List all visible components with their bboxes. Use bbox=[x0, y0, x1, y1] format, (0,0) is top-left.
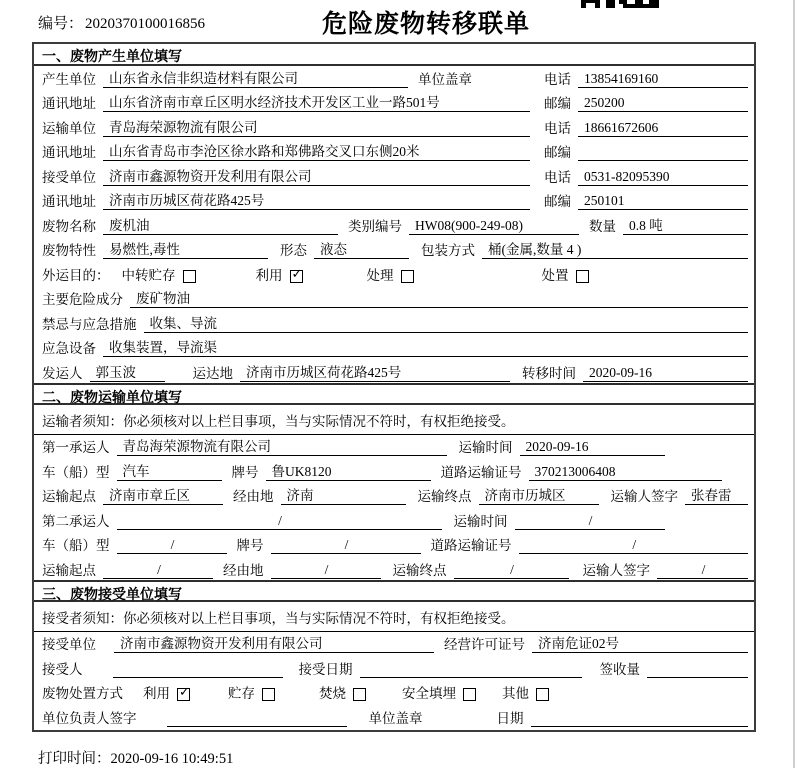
via-label: 经由地 bbox=[233, 489, 274, 504]
disposal-option bbox=[228, 682, 275, 702]
row-receiver bbox=[34, 164, 754, 189]
transporter-label: 运输单位 bbox=[42, 120, 96, 136]
taboo-value: 收集、导流 bbox=[144, 312, 749, 333]
purpose-option bbox=[256, 264, 303, 284]
row-receiver-address bbox=[34, 189, 754, 214]
row-transporter-notice bbox=[34, 405, 754, 435]
form-value: 液态 bbox=[314, 238, 409, 259]
unit-seal-label: 单位盖章 bbox=[418, 71, 472, 87]
checkbox-other bbox=[536, 688, 549, 701]
zip-value bbox=[578, 144, 748, 161]
row-equipment bbox=[34, 336, 754, 361]
quantity-label: 数量 bbox=[589, 218, 616, 234]
print-time-label: 打印时间： bbox=[38, 751, 111, 767]
carrier1-value: 青岛海荣源物流有限公司 bbox=[117, 435, 447, 456]
address-value: 山东省青岛市李沧区徐水路和郑佛路交叉口东侧20米 bbox=[103, 140, 530, 161]
phone-label: 电话 bbox=[544, 169, 571, 185]
serial-number-line bbox=[38, 12, 205, 33]
checkbox-transfer-storage bbox=[183, 270, 196, 283]
row-route2 bbox=[34, 557, 754, 582]
address-value: 山东省济南市章丘区明水经济技术开发区工业一路501号 bbox=[103, 91, 530, 112]
checkbox-treat bbox=[401, 270, 414, 283]
terminus-label: 运输终点 bbox=[417, 489, 472, 504]
purpose-option-label: 处置 bbox=[541, 267, 569, 283]
zip-label: 邮编 bbox=[544, 96, 571, 111]
origin-label: 运输起点 bbox=[42, 562, 96, 578]
checkbox-utilize bbox=[290, 266, 303, 283]
origin-value: / bbox=[103, 562, 213, 579]
print-time-line bbox=[38, 747, 233, 768]
producer-label: 产生单位 bbox=[42, 71, 96, 87]
print-time-value: 2020-09-16 10:49:51 bbox=[110, 751, 234, 767]
packing-label: 包装方式 bbox=[421, 243, 475, 258]
disposal-option bbox=[502, 682, 549, 702]
producer-value: 山东省永信非织造材料有限公司 bbox=[103, 67, 408, 88]
purpose-option bbox=[367, 264, 414, 284]
disposal-option-label: 焚烧 bbox=[319, 686, 346, 701]
row-producer bbox=[34, 66, 754, 91]
disposal-option-label: 其他 bbox=[502, 686, 529, 701]
phone-value: 0531-82095390 bbox=[578, 169, 748, 186]
equipment-label: 应急设备 bbox=[42, 341, 96, 356]
serial-number: 2020370100016856 bbox=[85, 16, 206, 32]
purpose-label: 外运目的： bbox=[42, 267, 110, 283]
row-disposal bbox=[34, 681, 754, 706]
hazard-label: 主要危险成分 bbox=[42, 292, 123, 307]
origin-value: 济南市章丘区 bbox=[103, 484, 223, 505]
row-head-signature bbox=[34, 705, 754, 730]
date-value bbox=[531, 710, 749, 727]
row-taboo bbox=[34, 311, 754, 336]
accept-date-label: 接受日期 bbox=[298, 661, 353, 677]
purpose-option-label: 处理 bbox=[366, 267, 394, 283]
carrier-sign-label: 运输人签字 bbox=[582, 562, 650, 578]
purpose-option-label: 中转贮存 bbox=[121, 267, 176, 283]
terminus-value: 济南市历城区 bbox=[479, 484, 599, 505]
plate-label: 牌号 bbox=[236, 538, 264, 553]
vehicle-type-value: 汽车 bbox=[117, 460, 222, 481]
traits-value: 易燃性,毒性 bbox=[103, 238, 268, 259]
vehicle-type-value: / bbox=[117, 537, 227, 554]
transport-time-label: 运输时间 bbox=[453, 513, 508, 529]
road-license-label: 道路运输证号 bbox=[440, 464, 522, 480]
row-transporter-address bbox=[34, 140, 754, 165]
row-route1 bbox=[34, 484, 754, 509]
purpose-option bbox=[122, 264, 196, 284]
serial-label: 编号： bbox=[38, 16, 84, 32]
shipper-value: 郭玉波 bbox=[90, 361, 165, 382]
row-vehicle2 bbox=[34, 533, 754, 558]
page-title: 危险废物转移联单 bbox=[322, 11, 531, 38]
zip-value: 250200 bbox=[578, 95, 748, 112]
address-value: 济南市历城区荷花路425号 bbox=[103, 189, 530, 210]
form-label: 形态 bbox=[280, 243, 307, 258]
via-value: 济南 bbox=[281, 484, 406, 505]
quantity-value: 0.8 吨 bbox=[623, 214, 748, 235]
row-waste-traits bbox=[34, 238, 754, 263]
section1-header: 一、废物产生单位填写 bbox=[34, 44, 754, 66]
plate-value: 鲁UK8120 bbox=[266, 460, 431, 481]
carrier2-value: / bbox=[117, 513, 442, 530]
acceptor-value bbox=[113, 661, 283, 678]
disposal-option-label: 贮存 bbox=[228, 686, 255, 701]
section2-header: 二、废物运输单位填写 bbox=[34, 383, 754, 405]
address-label: 通讯地址 bbox=[42, 96, 96, 111]
receiver-value: 济南市鑫源物资开发利用有限公司 bbox=[103, 165, 530, 186]
checkbox-storage bbox=[262, 688, 275, 701]
plate-value: / bbox=[271, 537, 421, 554]
transport-time-value: / bbox=[515, 513, 665, 530]
received-qty-label: 签收量 bbox=[599, 661, 640, 677]
carrier2-label: 第二承运人 bbox=[42, 513, 110, 529]
carrier1-label: 第一承运人 bbox=[42, 440, 110, 455]
unit-seal-label: 单位盖章 bbox=[368, 710, 423, 726]
plate-label: 牌号 bbox=[231, 464, 259, 480]
road-license-value: / bbox=[519, 537, 749, 554]
road-license-label: 道路运输证号 bbox=[430, 538, 512, 553]
disposal-option-label: 安全填埋 bbox=[402, 686, 456, 701]
vehicle-type-label: 车（船）型 bbox=[42, 538, 110, 553]
transporter-value: 青岛海荣源物流有限公司 bbox=[103, 116, 530, 137]
row-hazard bbox=[34, 287, 754, 312]
terminus-label: 运输终点 bbox=[392, 562, 447, 578]
checkbox-dispose bbox=[576, 270, 589, 283]
purpose-option-label: 利用 bbox=[255, 267, 283, 283]
transport-time-value: 2020-09-16 bbox=[520, 439, 665, 456]
address-label: 通讯地址 bbox=[42, 145, 96, 160]
traits-label: 废物特性 bbox=[42, 243, 96, 258]
via-value: / bbox=[271, 562, 381, 579]
receiver-label: 接受单位 bbox=[42, 169, 96, 185]
page-edge-line bbox=[793, 0, 795, 768]
permit-label: 经营许可证号 bbox=[444, 637, 525, 652]
via-label: 经由地 bbox=[223, 562, 264, 578]
section3-header: 三、废物接受单位填写 bbox=[34, 580, 754, 602]
origin-label: 运输起点 bbox=[42, 489, 96, 504]
hazard-value: 废矿物油 bbox=[130, 287, 748, 308]
category-label: 类别编号 bbox=[348, 218, 402, 234]
transporter-notice: 运输者须知：你必须核对以上栏目事项，当与实际情况不符时，有权拒绝接受。 bbox=[42, 413, 515, 429]
carrier-sign-value: 张春雷 bbox=[685, 484, 748, 505]
vehicle-type-label: 车（船）型 bbox=[42, 464, 110, 480]
zip-value: 250101 bbox=[578, 193, 748, 210]
carrier-sign-value: / bbox=[657, 562, 748, 579]
permit-value: 济南危证02号 bbox=[532, 632, 748, 653]
purpose-option bbox=[542, 264, 589, 284]
row-waste-name bbox=[34, 213, 754, 238]
row-transporter bbox=[34, 115, 754, 140]
disposal-option bbox=[319, 682, 366, 702]
packing-value: 桶(金属,数量 4 ) bbox=[482, 238, 748, 259]
row-purpose bbox=[34, 262, 754, 287]
shipper-label: 发运人 bbox=[42, 365, 83, 381]
row-vehicle1 bbox=[34, 459, 754, 484]
waste-name-value: 废机油 bbox=[103, 214, 338, 235]
row-receiver-notice bbox=[34, 602, 754, 632]
carrier-sign-label: 运输人签字 bbox=[610, 489, 678, 504]
check-icon: ✓ bbox=[179, 685, 190, 700]
transfer-time-value: 2020-09-16 bbox=[583, 365, 748, 382]
equipment-value: 收集装置，导流渠 bbox=[103, 336, 748, 357]
terminus-value: / bbox=[454, 562, 569, 579]
waste-transfer-form bbox=[32, 42, 756, 732]
category-value: HW08(900-249-08) bbox=[409, 218, 579, 235]
waste-name-label: 废物名称 bbox=[42, 218, 96, 234]
zip-label: 邮编 bbox=[544, 145, 571, 160]
destination-value: 济南市历城区荷花路425号 bbox=[240, 361, 510, 382]
row-acceptor bbox=[34, 656, 754, 681]
received-qty-value bbox=[647, 661, 748, 678]
phone-label: 电话 bbox=[544, 71, 571, 87]
accepting-unit-label: 接受单位 bbox=[42, 637, 96, 652]
head-sign-label: 单位负责人签字 bbox=[42, 710, 137, 726]
row-producer-address bbox=[34, 91, 754, 116]
checkbox-incinerate bbox=[353, 688, 366, 701]
taboo-label: 禁忌与应急措施 bbox=[42, 316, 137, 332]
checkbox-utilize bbox=[177, 685, 190, 701]
disposal-label: 废物处置方式 bbox=[42, 686, 123, 701]
check-icon: ✓ bbox=[291, 266, 303, 282]
phone-label: 电话 bbox=[544, 120, 571, 136]
qr-code-icon bbox=[581, 0, 659, 9]
disposal-option bbox=[143, 682, 190, 702]
receiver-notice: 接受者须知：你必须核对以上栏目事项，当与实际情况不符时，有权拒绝接受。 bbox=[42, 610, 515, 626]
checkbox-landfill bbox=[463, 688, 476, 701]
acceptor-label: 接受人 bbox=[42, 661, 83, 677]
destination-label: 运达地 bbox=[192, 365, 233, 381]
address-label: 通讯地址 bbox=[42, 194, 96, 209]
accepting-unit-value: 济南市鑫源物资开发利用有限公司 bbox=[114, 632, 434, 653]
road-license-value: 370213006408 bbox=[529, 464, 723, 481]
disposal-option bbox=[402, 682, 476, 702]
row-carrier1 bbox=[34, 435, 754, 460]
accept-date-value bbox=[360, 661, 582, 678]
row-accepting-unit bbox=[34, 632, 754, 657]
row-shipper bbox=[34, 360, 754, 385]
zip-label: 邮编 bbox=[544, 194, 571, 209]
disposal-option-label: 利用 bbox=[143, 686, 170, 701]
date-label: 日期 bbox=[496, 710, 524, 726]
row-carrier2 bbox=[34, 508, 754, 533]
head-sign-value bbox=[167, 710, 347, 727]
phone-value: 13854169160 bbox=[578, 71, 748, 88]
transport-time-label: 运输时间 bbox=[458, 440, 513, 455]
phone-value: 18661672606 bbox=[578, 120, 748, 137]
transfer-time-label: 转移时间 bbox=[522, 365, 576, 381]
